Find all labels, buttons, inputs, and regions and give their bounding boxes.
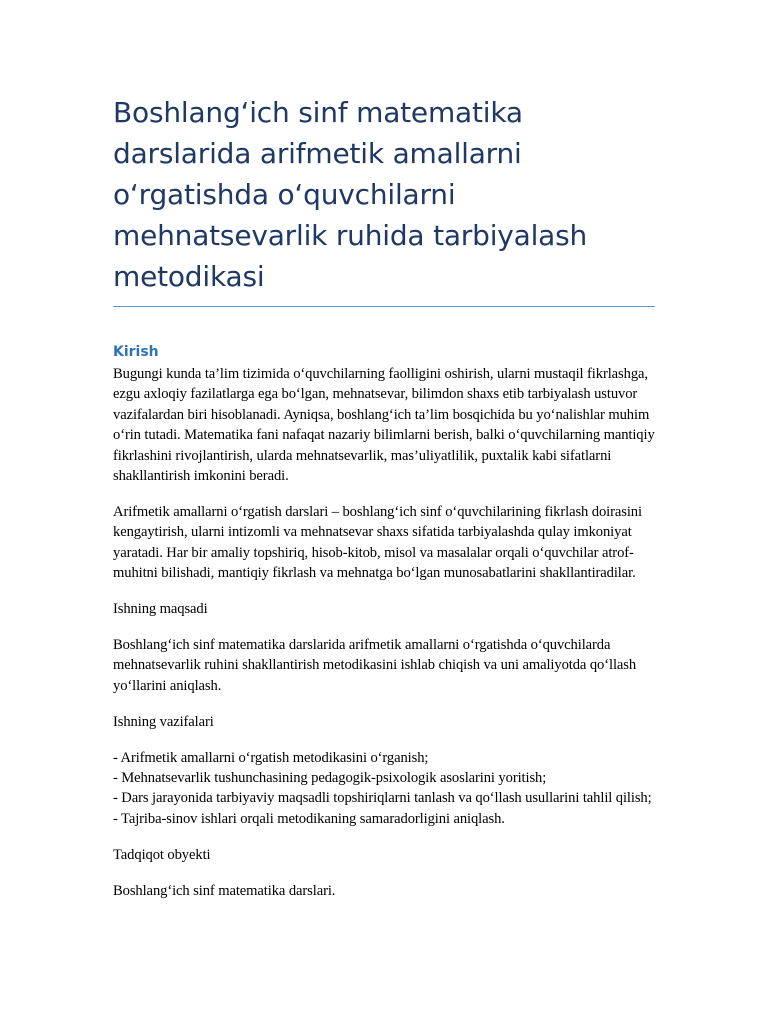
object-label: Tadqiqot obyekti (113, 846, 211, 863)
tasks-list (113, 748, 655, 830)
goal-label: Ishning maqsadi (113, 601, 208, 618)
task-item: - Tajriba-sinov ishlari orqali metodikaning samaradorligini aniqlash. (113, 810, 505, 827)
document-title: Boshlang‘ich sinf matematika darslarida arifmetik amallarni o‘rgatishda o‘quvchilarni mehnatsevarlik ruhida tarbiyalash metodikasi (113, 96, 588, 293)
tasks-label: Ishning vazifalari (113, 713, 214, 730)
intro-paragraph-2: Arifmetik amallarni o‘rgatish darslari – boshlang‘ich sinf o‘quvchilarining fikrlash doirasini kengaytirish, ularni intizomli va mehnatsevar shaxs sifatida tarbiyalashda qulay imkoniyat yaratadi. Har bir amaliy topshiriq, hisob-kitob, misol va masalalar orqali o‘quvchilar atrof-muhitni bilishadi, mantiqiy fikrlash va mehnatga bo‘lgan munosabatlarini shakllantiradilar. (113, 503, 642, 582)
task-item: - Mehnatsevarlik tushunchasining pedagogik-psixologik asoslarini yoritish; (113, 770, 547, 786)
document-page (113, 92, 655, 917)
task-item: - Arifmetik amallarni o‘rgatish metodikasini o‘rganish; (113, 749, 429, 766)
intro-paragraph-1: Bugungi kunda ta’lim tizimida o‘quvchilarning faolligini oshirish, ularni mustaqil fikrlashga, ezgu axloqiy fazilatlarga ega bo‘lgan, mehnatsevar, bilimdon shaxs etib tarbiyalash ustuvor vazifalardan biri hisoblanadi. Ayniqsa, boshlang‘ich ta’lim bosqichida bu yo‘nalishlar muhim o‘rin tutadi. Matematika fani nafaqat nazariy bilimlarni berish, balki o‘quvchilarning mantiqiy fikrlashini rivojlantirish, ularda mehnatsevarlik, mas’uliyatlilik, puxtalik kabi sifatlarni shakllantirish imkonini beradi. (113, 366, 655, 485)
task-item: - Dars jarayonida tarbiyaviy maqsadli topshiriqlarni tanlash va qo‘llash usullarini tahlil qilish; (113, 790, 652, 807)
goal-text: Boshlang‘ich sinf matematika darslarida arifmetik amallarni o‘rgatishda o‘quvchilarda mehnatsevarlik ruhini shakllantirish metodikasini ishlab chiqish va uni amaliyotda qo‘llash yo‘llarini aniqlash. (113, 636, 637, 694)
object-text: Boshlang‘ich sinf matematika darslari. (113, 882, 336, 899)
title-divider (113, 306, 655, 307)
section-heading-intro: Kirish (113, 344, 159, 360)
